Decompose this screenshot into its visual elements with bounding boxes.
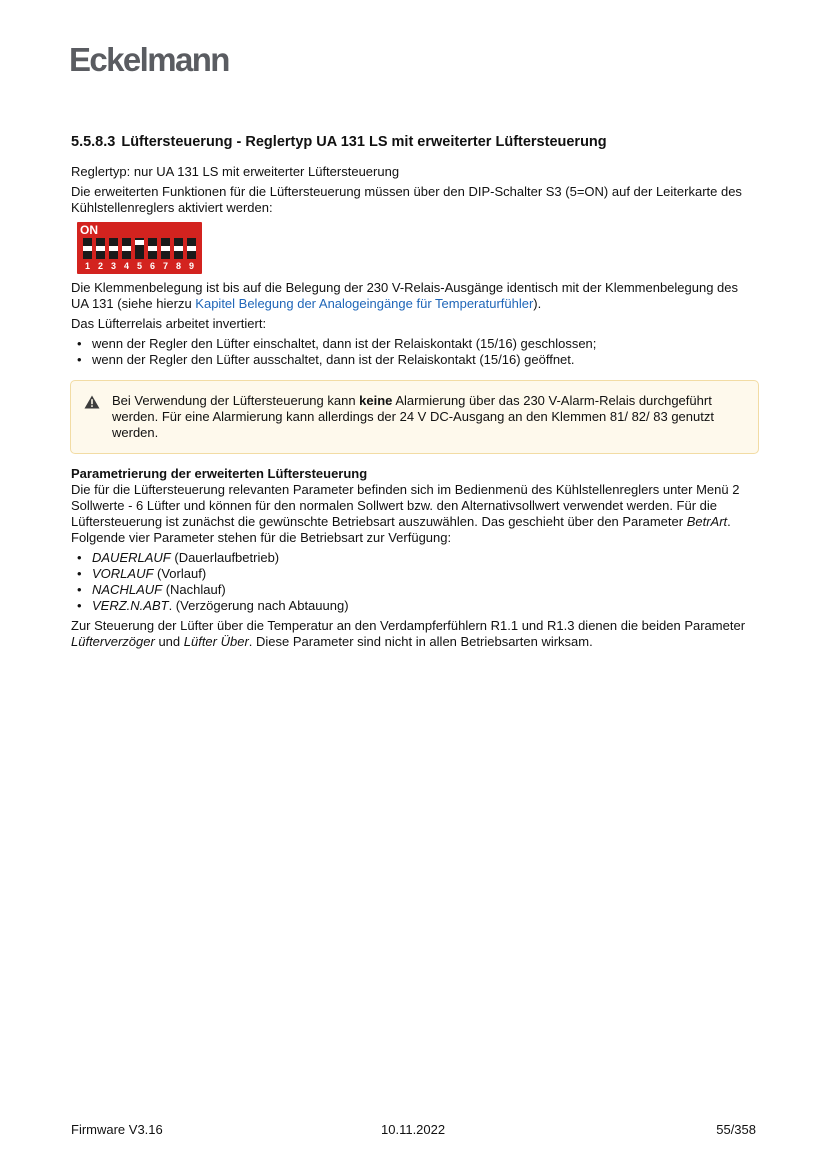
closing-text: Zur Steuerung der Lüfter über die Temperatur an den Verdampferfühlern R1.1 und R1.3 dienen die beiden Parameter Lüfterverzöger und Lüfter Über. Diese Parameter sind nicht in allen Betriebsarten wirksam. xyxy=(71,618,746,649)
terminal-text: Die Klemmenbelegung ist bis auf die Belegung der 230 V-Relais-Ausgänge identisch mit der Klemmenbelegung des UA 131 (siehe hierzu Kapitel Belegung der Analogeingänge für Temperaturfühler). xyxy=(71,280,739,311)
chapter-link[interactable]: Kapitel Belegung der Analogeingänge für Temperaturfühler xyxy=(195,296,534,311)
warning-box: Bei Verwendung der Lüftersteuerung kann keine Alarmierung über das 230 V-Alarm-Relais durchgeführt werden. Für eine Alarmierung kann allerdings der 24 V DC-Ausgang an den Klemmen 81/ 82/ 83 genutzt werden. xyxy=(70,380,759,454)
dip-switch-image xyxy=(77,222,202,274)
dip-label: 6 xyxy=(149,261,155,271)
list-item: • DAUERLAUF (Dauerlaufbetrieb) xyxy=(71,550,757,566)
dip-switch-1 xyxy=(83,238,92,259)
section-heading xyxy=(71,133,761,151)
dip-switch-2 xyxy=(96,238,105,259)
dip-on-label: ON xyxy=(80,223,98,237)
section-number: 5.5.8.3 xyxy=(71,134,116,150)
dip-switch-8 xyxy=(174,238,183,259)
list-item: • wenn der Regler den Lüfter ausschaltet, dann ist der Relaiskontakt (15/16) geöffnet. xyxy=(71,352,757,368)
dip-label: 4 xyxy=(123,261,129,271)
footer-page: 55/358 xyxy=(716,1122,756,1137)
company-logo: Eckelmann xyxy=(69,41,229,78)
list-item: • VORLAUF (Vorlauf) xyxy=(71,566,757,582)
main-content xyxy=(71,164,757,654)
list-item: • NACHLAUF (Nachlauf) xyxy=(71,582,757,598)
dip-label: 8 xyxy=(175,261,181,271)
list-item: • wenn der Regler den Lüfter einschaltet, dann ist der Relaiskontakt (15/16) geschlossen; xyxy=(71,336,757,352)
controller-type-text: Reglertyp: nur UA 131 LS mit erweiterter Lüftersteuerung xyxy=(71,164,400,179)
param-heading: Parametrierung der erweiterten Lüftersteuerung xyxy=(71,466,368,481)
dip-label: 5 xyxy=(136,261,142,271)
relay-text: Das Lüfterrelais arbeitet invertiert: xyxy=(71,316,267,331)
dip-label: 9 xyxy=(188,261,194,271)
footer-date: 10.11.2022 xyxy=(381,1122,446,1137)
mode-list xyxy=(71,550,757,614)
dip-label: 2 xyxy=(97,261,103,271)
dip-label: 1 xyxy=(84,261,90,271)
dip-switch-5 xyxy=(135,238,144,259)
footer-firmware: Firmware V3.16 xyxy=(71,1122,163,1137)
list-item: • VERZ.N.ABT. (Verzögerung nach Abtauung) xyxy=(71,598,757,614)
relay-list xyxy=(71,336,757,368)
section-title: Lüftersteuerung - Reglertyp UA 131 LS mit erweiterter Lüftersteuerung xyxy=(121,134,607,150)
dip-switch-6 xyxy=(148,238,157,259)
dip-label: 3 xyxy=(110,261,116,271)
dip-switch-7 xyxy=(161,238,170,259)
warning-icon xyxy=(84,395,100,409)
param-text: Die für die Lüftersteuerung relevanten Parameter befinden sich im Bedienmenü des Kühlstellenreglers unter Menü 2 Sollwerte - 6 Lüfter und können für den normalen Sollwert bzw. den Alternativsollwert verwendet werden. Für die Lüftersteuerung ist zunächst die gewünschte Betriebsart auszuwählen. Das geschieht über den Parameter BetrArt. Folgende vier Parameter stehen für die Betriebsart zur Verfügung: xyxy=(71,482,740,545)
dip-switch-9 xyxy=(187,238,196,259)
dip-switch-4 xyxy=(122,238,131,259)
dip-label: 7 xyxy=(162,261,168,271)
dip-switch-3 xyxy=(109,238,118,259)
activation-text: Die erweiterten Funktionen für die Lüftersteuerung müssen über den DIP-Schalter S3 (5=ON) auf der Leiterkarte des Kühlstellenreglers aktiviert werden: xyxy=(71,184,742,215)
